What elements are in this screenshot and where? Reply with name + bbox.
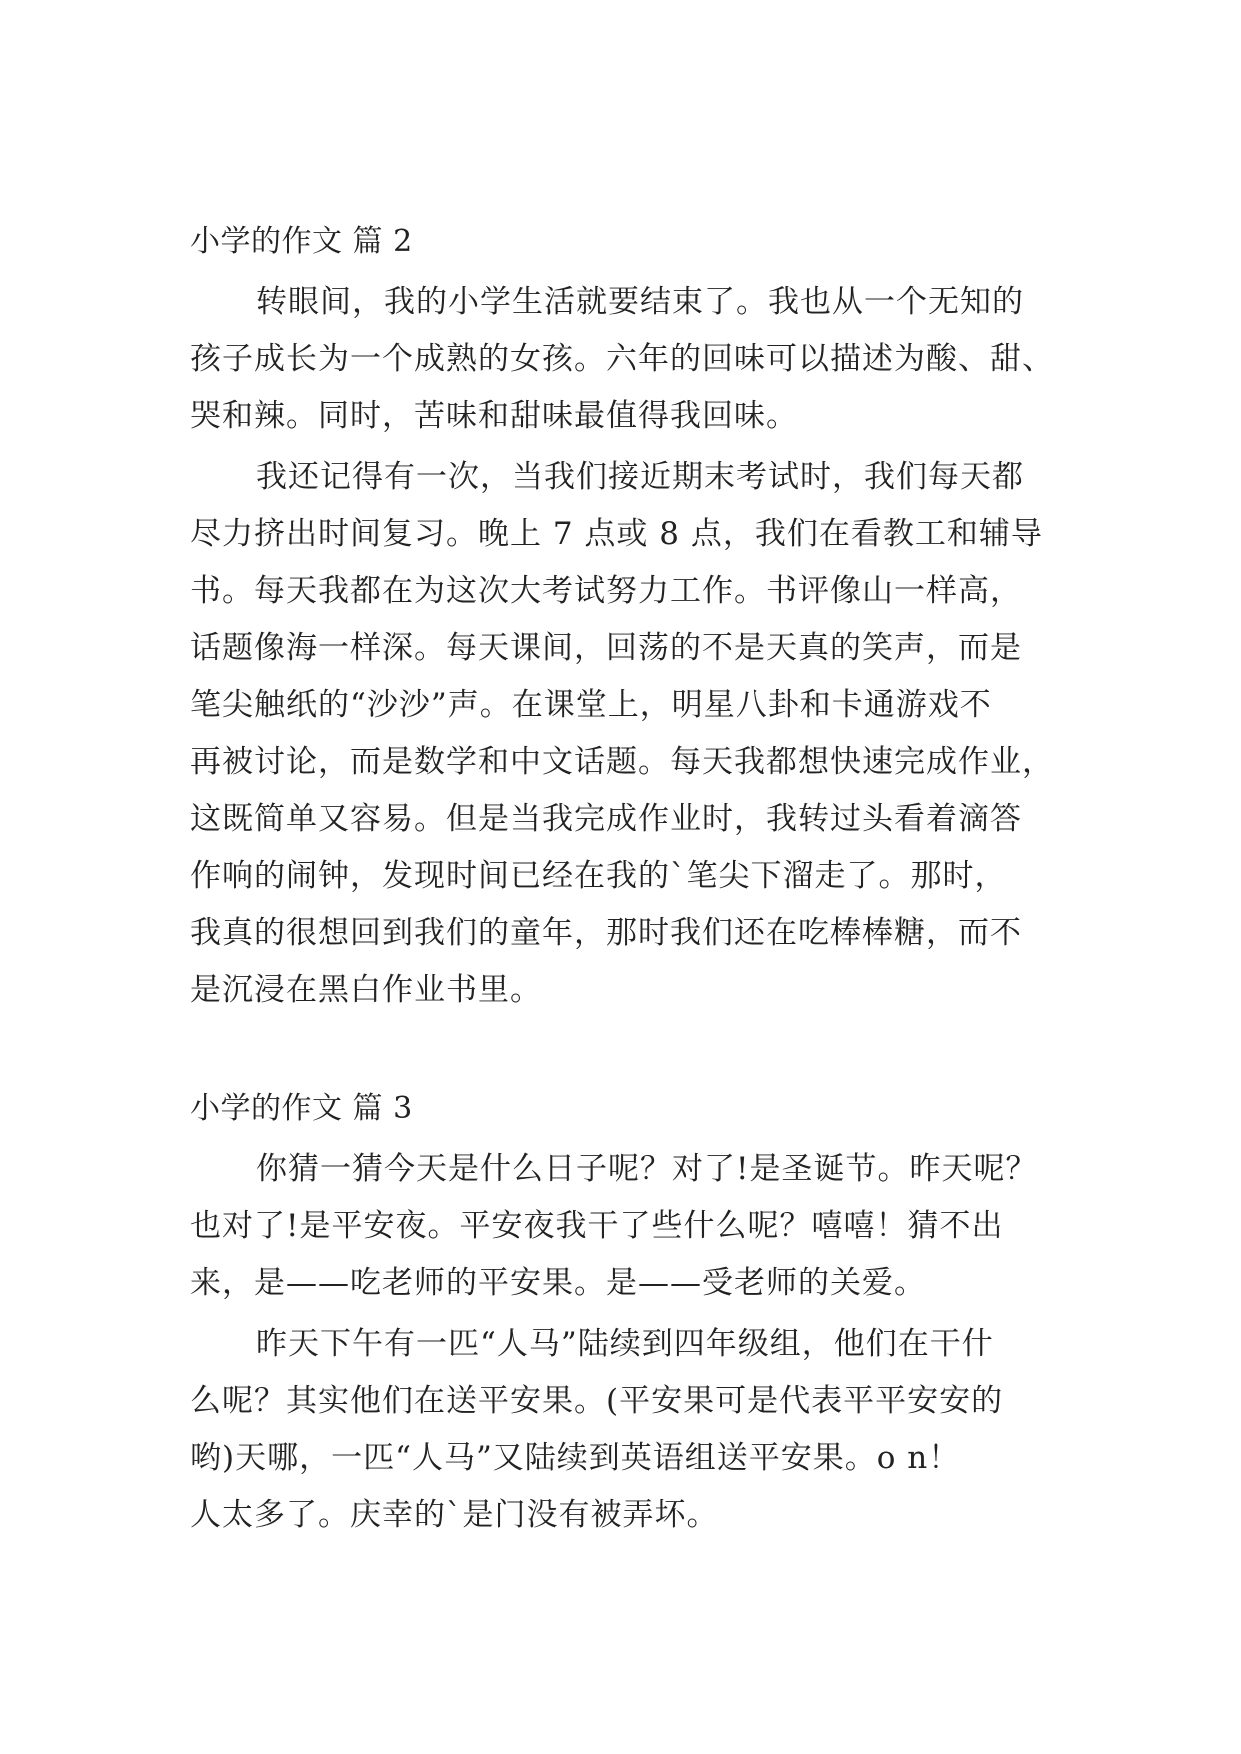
section-2-line-1: 转眼间，我的小学生活就要结束了。我也从一个无知的 xyxy=(256,284,1024,320)
section-2-line-6: 书。每天我都在为这次大考试努力工作。书评像山一样高， xyxy=(190,573,1022,609)
section-2-line-7: 话题像海一样深。每天课间，回荡的不是天真的笑声，而是 xyxy=(190,630,1022,666)
section-2-line-4: 我还记得有一次，当我们接近期末考试时，我们每天都 xyxy=(256,459,1024,495)
section-2-title: 小学的作文 篇 2 xyxy=(190,224,413,259)
section-3-line-6: 哟)天哪，一匹“人马”又陆续到英语组送平安果。o n！ xyxy=(190,1440,961,1476)
section-2-line-11: 作响的闹钟，发现时间已经在我的`笔尖下溜走了。那时， xyxy=(190,858,1007,894)
section-3-line-4: 昨天下午有一匹“人马”陆续到四年级组，他们在干什 xyxy=(256,1326,994,1362)
section-2-line-10: 这既简单又容易。但是当我完成作业时，我转过头看着滴答 xyxy=(190,801,1022,837)
section-2-line-12: 我真的很想回到我们的童年，那时我们还在吃棒棒糖，而不 xyxy=(190,915,1022,951)
section-3-line-1: 你猜一猜今天是什么日子呢？对了!是圣诞节。昨天呢？ xyxy=(256,1151,1038,1187)
section-3-line-2: 也对了!是平安夜。平安夜我干了些什么呢？嘻嘻！猜不出 xyxy=(190,1208,1004,1244)
section-2-line-3: 哭和辣。同时，苦味和甜味最值得我回味。 xyxy=(190,398,798,434)
section-2-line-5: 尽力挤出时间复习。晚上 7 点或 8 点，我们在看教工和辅导 xyxy=(190,516,1043,552)
section-2-line-2: 孩子成长为一个成熟的女孩。六年的回味可以描述为酸、甜、 xyxy=(190,341,1054,377)
section-2-line-13: 是沉浸在黑白作业书里。 xyxy=(190,972,542,1008)
section-3-title: 小学的作文 篇 3 xyxy=(190,1091,413,1126)
section-3-line-7: 人太多了。庆幸的`是门没有被弄坏。 xyxy=(190,1497,719,1533)
section-3-line-5: 么呢？其实他们在送平安果。(平安果可是代表平平安安的 xyxy=(190,1383,1004,1419)
section-2-line-9: 再被讨论，而是数学和中文话题。每天我都想快速完成作业， xyxy=(190,744,1054,780)
section-2-line-8: 笔尖触纸的“沙沙”声。在课堂上，明星八卦和卡通游戏不 xyxy=(190,687,992,723)
section-3-line-3: 来，是——吃老师的平安果。是——受老师的关爱。 xyxy=(190,1265,926,1301)
